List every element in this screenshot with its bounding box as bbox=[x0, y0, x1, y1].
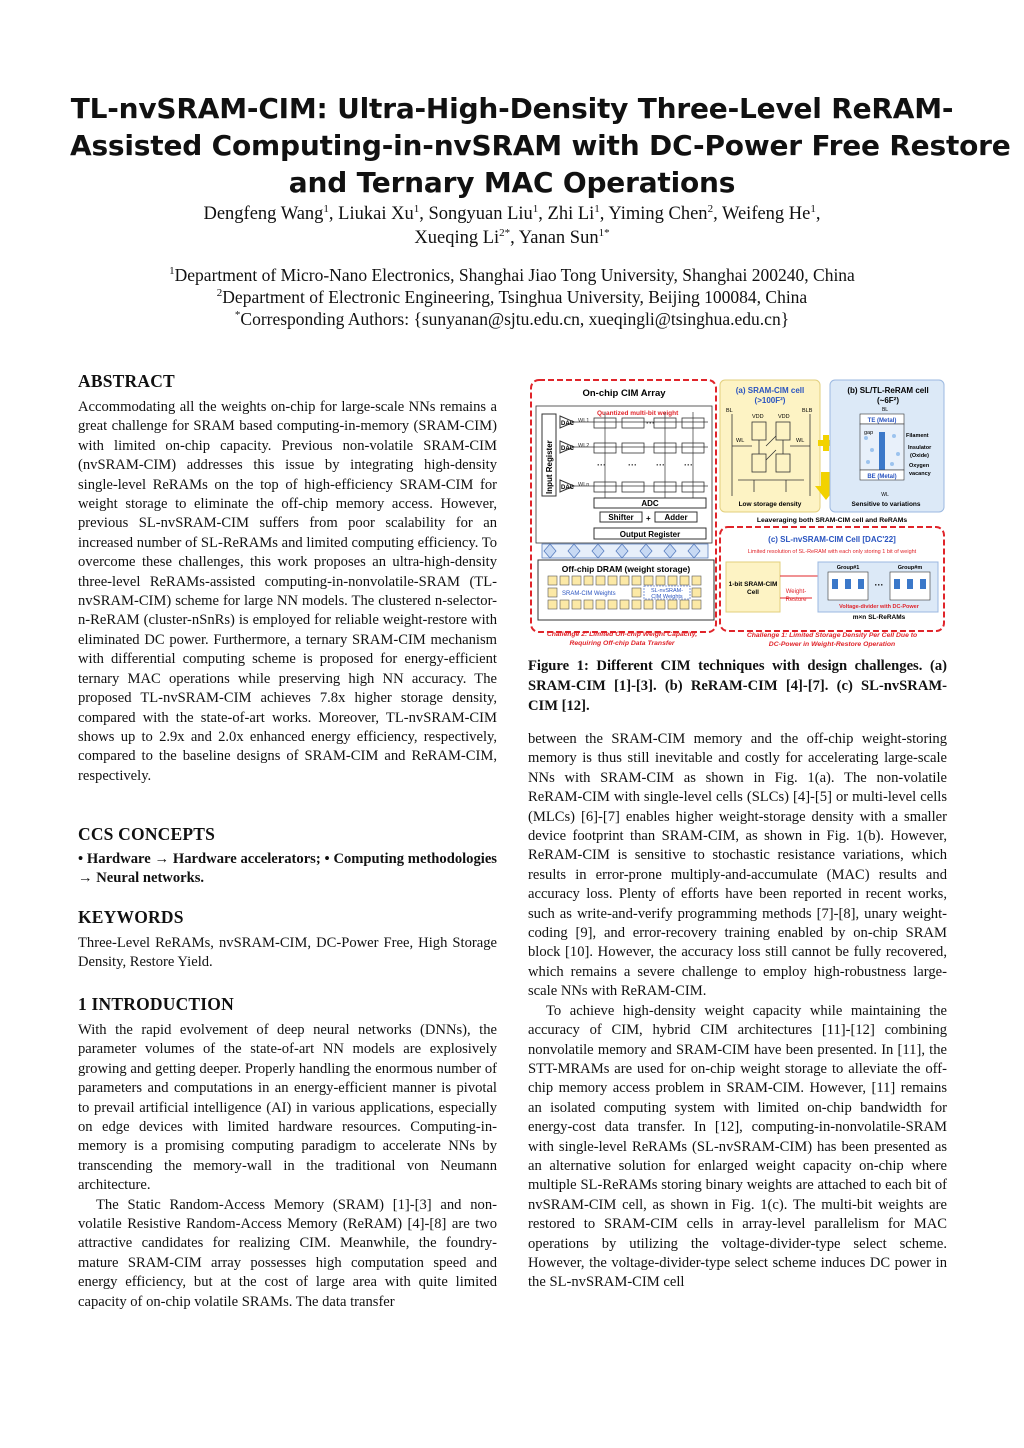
author-name: Dengfeng Wang bbox=[203, 204, 324, 224]
oxygen-label: Oxygen bbox=[909, 463, 930, 469]
weight-restore-2: Restore bbox=[785, 597, 807, 603]
wl-label: WL bbox=[881, 492, 889, 498]
author-sep: , bbox=[713, 204, 722, 224]
figure-1 bbox=[528, 376, 948, 654]
bl-label: BL bbox=[726, 408, 733, 414]
author-sep: , bbox=[538, 204, 548, 224]
gap-label: gap bbox=[864, 430, 874, 436]
author-affil-mark: 2* bbox=[499, 226, 511, 239]
cell-1bit-label-2: Cell bbox=[747, 589, 759, 596]
panel-b-title-1: (b) SL/TL-ReRAM cell bbox=[847, 386, 929, 395]
corresponding-authors bbox=[60, 308, 964, 330]
shifter-label: Shifter bbox=[608, 513, 634, 522]
filament-label: Filament bbox=[906, 433, 929, 439]
author-name: Liukai Xu bbox=[338, 204, 414, 224]
sram-weights-label: SRAM-CIM Weights bbox=[562, 591, 616, 597]
title-line-2: Assisted Computing-in-nvSRAM with DC-Power Free Restore bbox=[70, 129, 1011, 162]
abstract-heading: ABSTRACT bbox=[78, 371, 175, 391]
dots: ··· bbox=[646, 418, 655, 428]
dac-label-3: DAC bbox=[561, 485, 574, 491]
paper-title bbox=[70, 90, 1011, 201]
panel-a-title-2: (>100F²) bbox=[754, 396, 786, 405]
sl-weights-label-2: CIM Weights bbox=[651, 594, 683, 600]
challenge-2-line-1: Challenge 2: Limited On-chip Weight Capacity, bbox=[546, 631, 698, 638]
keywords-body bbox=[78, 934, 497, 973]
intro-paragraph-1: With the rapid evolvement of deep neural networks (DNNs), the parameter volumes of the state-of-art NN models are explosively growing and getting deeper. Properly handling the enormous number of parameters and computations in an energy-efficient manner is pivotal to prevail artificial intelligence (AI) in various applications, especially on edge devices with limited hardware resources. Computing-in-memory is a promising computing paradigm to accelerate NNs by transcending the memory-wall in the traditional von Neumann architecture. bbox=[78, 1022, 497, 1194]
author-sep: , bbox=[419, 204, 429, 224]
author-affil-mark: 1 bbox=[532, 202, 539, 215]
intro-heading: 1 INTRODUCTION bbox=[78, 994, 234, 1014]
affil-mark: 2 bbox=[216, 287, 223, 300]
leverage-label: Leaveraging both SRAM-CIM cell and ReRAMs bbox=[756, 517, 908, 524]
quantized-label: Quantized multi-bit weight bbox=[597, 410, 679, 417]
plus-label: + bbox=[646, 514, 651, 523]
wln-label: WLn bbox=[578, 482, 590, 488]
wl-label: WL bbox=[736, 438, 745, 444]
panel-c-limit: Limited resolution of SL-ReRAM with each only storing 1 bit of weight bbox=[747, 549, 917, 555]
author-affil-mark: 2 bbox=[707, 202, 714, 215]
vdd-label: VDD bbox=[752, 414, 764, 420]
figure-caption: Figure 1: Different CIM techniques with design challenges. (a) SRAM-CIM [1]-[3]. (b) ReRAM-CIM [4]-[7]. (c) SL-nvSRAM-CIM [12]. bbox=[528, 658, 947, 714]
groupm-label: Group#m bbox=[897, 565, 923, 571]
panel-b-title-2: (~6F²) bbox=[877, 396, 899, 405]
vdiv-label: Voltage-divider with DC-Power bbox=[839, 604, 919, 610]
be-label: BE (Metal) bbox=[867, 474, 897, 480]
author-affil-mark: 1* bbox=[598, 226, 610, 239]
wl1-label: WL1 bbox=[578, 418, 590, 424]
te-label: TE (Metal) bbox=[867, 418, 897, 424]
mxn-label: m×n SL-ReRAMs bbox=[852, 614, 906, 621]
array-cell bbox=[622, 482, 644, 492]
ccs-heading: CCS CONCEPTS bbox=[78, 824, 216, 844]
input-register-label: Input Register bbox=[545, 440, 554, 494]
array-cell bbox=[622, 443, 644, 453]
filament bbox=[879, 432, 885, 470]
onchip-label: On-chip CIM Array bbox=[582, 388, 666, 399]
adder-label: Adder bbox=[664, 513, 688, 522]
cell-array bbox=[594, 418, 704, 492]
author-affil-mark: 1 bbox=[594, 202, 600, 215]
affiliation-2 bbox=[60, 286, 964, 308]
sl-weights-label-1: SL-nvSRAM- bbox=[650, 588, 684, 594]
dots: ··· bbox=[628, 460, 637, 470]
data-bus bbox=[542, 544, 708, 558]
right-paragraph-1: between the SRAM-CIM memory and the off-chip weight-storing memory is thus still inevitable and costly for accelerating large-scale NNs with SRAM-CIM as shown in Fig. 1(a). The non-volatile ReRAM-CIM with single-level cells (SLCs) [4]-[5] or multi-level cells (MLCs) [6]-[7] enables higher weight-storage density with a smaller device footprint than SRAM-CIM, as shown in Fig. 1(b). However, ReRAM-CIM is sensitive to stochastic resistance variations, which results in error-prone multiply-and-accumulate (MAC) results and accuracy loss. Plenty of efforts have been reported in recent works, such as write-and-verify programming methods [7]-[8], unary weight-coding [9], and error-recovery training enabled by on-chip SRAM block [10]. However, the accuracy loss still cannot be fully recovered, which remains a severe challenge to employ high-robustness large-scale NNs with ReRAM-CIM. bbox=[528, 731, 947, 1000]
right-paragraph-2: To achieve high-density weight capacity while maintaining the accuracy of CIM, hybrid CIM architectures [11]-[12] combining nonvolatile memory and SRAM-CIM have been presented. In [11], the STT-MRAMs are used for on-chip weight storage to alleviate the off-chip memory access problem in SRAM-CIM. However, [11] remains an isolated computing system with limited on-chip bandwidth for energy-cost data transfer. In [12], computing-in-nonvolatile-SRAM with single-level ReRAMs (SL-nvSRAM-CIM) has been presented as an alternative solution for enlarged weight capacity on-chip where multiple SL-ReRAMs storing binary weights are attached to each bit of nvSRAM-CIM cell, as shown in Fig. 1(c). The multi-bit weights are restored to SRAM-CIM cells in array-level parallelism for MAC operations by utilizing the voltage-divider-type select scheme. However, the voltage-divider-type select scheme induces DC power in the SL-nvSRAM-CIM cell bbox=[528, 1002, 947, 1291]
author-affil-mark: 1 bbox=[413, 202, 420, 215]
author-name: Yanan Sun bbox=[518, 228, 599, 248]
adc-label: ADC bbox=[641, 499, 659, 508]
array-cell bbox=[622, 418, 644, 428]
affil-mark: * bbox=[234, 309, 241, 322]
dots: ··· bbox=[684, 460, 693, 470]
cell-1bit-label-1: 1-bit SRAM-CIM bbox=[728, 581, 778, 588]
author-sep: , bbox=[328, 204, 339, 224]
wl2-label: WL2 bbox=[578, 443, 590, 449]
author-name: Weifeng He bbox=[721, 204, 811, 224]
author-affil-mark: 1 bbox=[323, 202, 329, 215]
challenge-1-line-2: DC-Power in Weight-Restore Operation bbox=[768, 641, 896, 648]
author-list bbox=[70, 202, 954, 250]
author-line-2 bbox=[70, 226, 954, 250]
insulator-label: Insulator bbox=[908, 445, 932, 451]
oxide-label: (Oxide) bbox=[910, 453, 929, 459]
challenge-1-line-1: Challenge 1: Limited Storage Density Per Cell Due to bbox=[746, 632, 918, 639]
intro-body bbox=[78, 1021, 497, 1312]
panel-a-title-1: (a) SRAM-CIM cell bbox=[735, 386, 805, 395]
group1-label: Group#1 bbox=[836, 565, 860, 571]
blb-label: BLB bbox=[802, 408, 813, 414]
group-dots: ··· bbox=[874, 580, 884, 590]
author-sep: , bbox=[599, 204, 609, 224]
affil-text: Department of Electronic Engineering, Tsinghua University, Beijing 100084, China bbox=[222, 287, 808, 307]
affiliations bbox=[60, 264, 964, 330]
vdd-label: VDD bbox=[778, 414, 790, 420]
author-sep: , bbox=[510, 228, 519, 248]
abstract-text: Accommodating all the weights on-chip for large-scale NNs remains a great challenge for SRAM based computing-in-memory (SRAM-CIM) with limited on-chip capacity. Previous non-volatile SRAM-CIM (nvSRAM-CIM) addresses this issue by integrating high-density single-level ReRAMs on the top of high-efficiency SRAM-CIM for weight storage to eliminate the off-chip memory access. However, previous SL-nvSRAM-CIM suffers from poor scalability for an increased number of SL-ReRAMs and limited computing efficiency. To overcome these challenges, this work proposes an ultra-high-density three-level ReRAMs-assisted computing-in-nonvolatile-SRAM (TL-nvSRAM-CIM) scheme for large NN models. The clustered n-selector-n-ReRAM (cluster-nSnRs) is employed for reliable weight-restore with eliminated DC power. Furthermore, a ternary SRAM-CIM mechanism with differential computing scheme is proposed for energy-efficient ternary MAC operations while preserving high NN accuracy. The proposed TL-nvSRAM-CIM achieves 7.8x higher storage density, compared with the state-of-art works. Moreover, TL-nvSRAM-CIM shows up to 2.9x and 2.0x enhanced energy efficiency, respectively, compared to the baseline designs of SRAM-CIM and ReRAM-CIM, respectively. bbox=[78, 399, 497, 784]
author-line-1 bbox=[70, 202, 954, 226]
author-name: Songyuan Liu bbox=[428, 204, 533, 224]
author-name: Xueqing Li bbox=[414, 228, 500, 248]
author-name: Yiming Chen bbox=[608, 204, 708, 224]
panel-a-note: Low storage density bbox=[738, 501, 802, 508]
ccs-body bbox=[78, 850, 497, 889]
wl-label: WL bbox=[796, 438, 805, 444]
intro-paragraph-2: The Static Random-Access Memory (SRAM) [1]-[3] and non-volatile Resistive Random-Access Memory (ReRAM) [4]-[8] are two attractive candidates for realizing CIM. Meanwhile, the foundry-mature SRAM-CIM array possesses high computation speed and energy efficiency, but at the cost of large area with quite limited capacity of on-chip volatile SRAMs. The data transfer bbox=[78, 1196, 497, 1310]
title-line-1: TL-nvSRAM-CIM: Ultra-High-Density Three-Level ReRAM- bbox=[70, 92, 954, 125]
abstract-body bbox=[78, 398, 497, 786]
dac-label-1: DAC bbox=[561, 421, 574, 427]
keywords-text: Three-Level ReRAMs, nvSRAM-CIM, DC-Power Free, High Storage Density, Restore Yield. bbox=[78, 935, 497, 971]
output-register-label: Output Register bbox=[619, 530, 681, 539]
weight-restore-1: Weight- bbox=[785, 589, 807, 595]
panel-b-note: Sensitive to variations bbox=[851, 501, 921, 508]
dots: ··· bbox=[597, 460, 606, 470]
title-line-3: and Ternary MAC Operations bbox=[288, 166, 736, 199]
author-name: Zhi Li bbox=[547, 204, 595, 224]
offchip-label: Off-chip DRAM (weight storage) bbox=[561, 564, 691, 574]
author-affil-mark: 1 bbox=[810, 202, 816, 215]
affiliation-1 bbox=[60, 264, 964, 286]
keywords-heading: KEYWORDS bbox=[78, 907, 184, 927]
figure-1-diagram bbox=[528, 376, 948, 654]
author-sep: , bbox=[815, 204, 821, 224]
affil-text: Department of Micro-Nano Electronics, Shanghai Jiao Tong University, Shanghai 200240, China bbox=[174, 265, 855, 285]
dac-label-2: DAC bbox=[561, 446, 574, 452]
dots: ··· bbox=[656, 460, 665, 470]
affil-text: Corresponding Authors: {sunyanan@sjtu.edu.cn, xueqingli@tsinghua.edu.cn} bbox=[240, 309, 790, 329]
challenge-2-line-2: Requiring Off-chip Data Transfer bbox=[569, 640, 675, 647]
vacancy-label: vacancy bbox=[909, 471, 931, 477]
bl-label: BL bbox=[881, 407, 889, 413]
right-column-body bbox=[528, 730, 947, 1293]
ccs-text: • Hardware → Hardware accelerators; • Computing methodologies → Neural networks. bbox=[78, 851, 497, 887]
affil-mark: 1 bbox=[169, 265, 175, 278]
panel-c-title: (c) SL-nvSRAM-CIM Cell [DAC'22] bbox=[768, 535, 896, 544]
